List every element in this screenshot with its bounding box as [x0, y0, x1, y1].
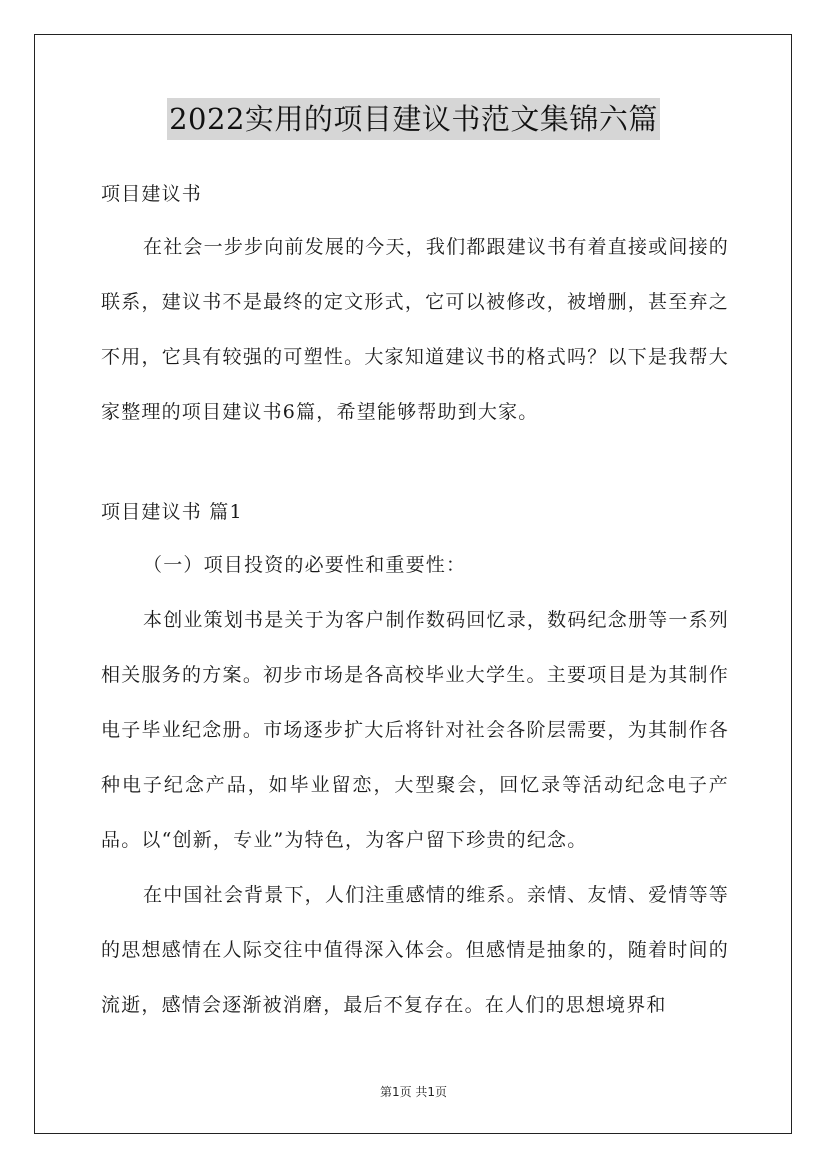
- intro-paragraph: 在社会一步步向前发展的今天，我们都跟建议书有着直接或间接的联系，建议书不是最终的定文形式，它可以被修改，被增删，甚至弃之不用，它具有较强的可塑性。大家知道建议书的格式吗？以下是我帮大家整理的项目建议书6篇，希望能够帮助到大家。: [101, 236, 729, 423]
- title-container: [0, 98, 827, 140]
- body-paragraph-2: 在中国社会背景下，人们注重感情的维系。亲情、友情、爱情等等的思想感情在人际交往中值得深入体会。但感情是抽象的，随着时间的流逝，感情会逐渐被消磨，最后不复存在。在人们的思想境界和: [101, 884, 729, 1016]
- spacer: [101, 440, 729, 486]
- body-paragraph-1: 本创业策划书是关于为客户制作数码回忆录，数码纪念册等一系列相关服务的方案。初步市场是各高校毕业大学生。主要项目是为其制作电子毕业纪念册。市场逐步扩大后将针对社会各阶层需要，为其制作各种电子纪念产品，如毕业留恋，大型聚会，回忆录等活动纪念电子产品。以“创新，专业”为特色，为客户留下珍贵的纪念。: [101, 609, 729, 851]
- article-heading: 项目建议书 篇1: [101, 501, 243, 523]
- document-body: [101, 168, 729, 1033]
- article-subheading: （一）项目投资的必要性和重要性：: [143, 554, 467, 576]
- document-title: 2022实用的项目建议书范文集锦六篇: [167, 98, 660, 140]
- section-heading: 项目建议书: [101, 183, 203, 205]
- page-footer: 第1页 共1页: [379, 1085, 448, 1099]
